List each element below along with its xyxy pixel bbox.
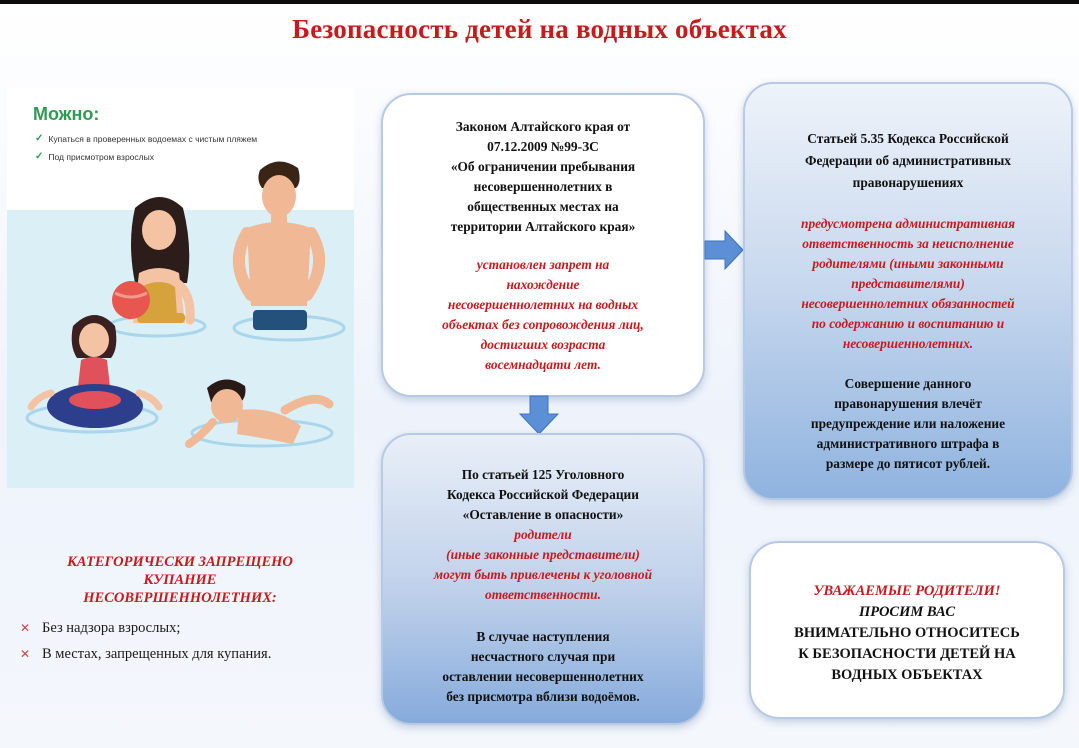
- uk-condition-line: без присмотра вблизи водоёмов.: [446, 689, 640, 704]
- uk-condition-line: В случае наступления: [476, 629, 610, 644]
- coap-line: правонарушениях: [852, 175, 964, 190]
- page-title: Безопасность детей на водных объектах: [292, 14, 787, 44]
- coap-penalty-line: Совершение данного: [844, 376, 972, 391]
- forbidden-heading: [20, 553, 340, 607]
- coap-penalty-text: [759, 374, 1057, 474]
- coap-penalty-line: административного штрафа в: [816, 436, 1000, 451]
- parents-line: К БЕЗОПАСНОСТИ ДЕТЕЙ НА: [798, 646, 1016, 662]
- law-line: «Об ограничении пребывания: [450, 159, 636, 174]
- forbidden-heading-line: КУПАНИЕ: [143, 572, 217, 588]
- cross-icon: ✕: [20, 646, 31, 661]
- coap-text: [759, 128, 1057, 194]
- uk-line: «Оставление в опасности»: [462, 507, 624, 522]
- criminal-code-box: [381, 433, 705, 725]
- coap-red-line: несовершеннолетних.: [842, 336, 974, 351]
- forbidden-heading-line: НЕСОВЕРШЕННОЛЕТНИХ:: [83, 590, 277, 606]
- coap-red-line: родителями (иными законными: [812, 256, 1004, 271]
- coap-penalty-line: правонарушения влечёт: [834, 396, 982, 411]
- coap-penalty-line: размере до пятисот рублей.: [825, 456, 991, 471]
- uk-condition-text: [397, 627, 689, 707]
- arrow-right-icon: [703, 228, 745, 272]
- coap-red-line: представителями): [851, 276, 965, 291]
- coap-red-line: несовершеннолетних обязанностей: [801, 296, 1015, 311]
- law-red-line: нахождение: [506, 277, 580, 292]
- forbidden-item-text: Без надзора взрослых;: [42, 619, 181, 636]
- allowed-item-text: Купаться в проверенных водоемах с чистым пляжем: [48, 133, 258, 144]
- law-text: [397, 117, 689, 237]
- law-line: Законом Алтайского края от: [455, 119, 631, 134]
- parents-appeal-box: [749, 541, 1065, 719]
- top-border: [0, 0, 1079, 4]
- law-prohibition-text: [397, 255, 689, 375]
- parents-line: ВОДНЫХ ОБЪЕКТАХ: [831, 667, 983, 683]
- coap-red-line: по содержанию и воспитанию и: [811, 316, 1005, 331]
- beach-ball: [112, 281, 150, 319]
- allowed-heading: Можно:: [33, 104, 100, 124]
- law-line: несовершеннолетних в: [473, 179, 613, 194]
- parents-line: ВНИМАТЕЛЬНО ОТНОСИТЕСЬ: [794, 625, 1020, 641]
- law-red-line: достигших возраста: [480, 337, 606, 352]
- uk-liability-text: [397, 525, 689, 605]
- uk-line: Кодекса Российской Федерации: [447, 487, 639, 502]
- law-line: территории Алтайского края»: [450, 219, 636, 234]
- arrow-down-icon: [517, 394, 561, 436]
- coap-red-line: предусмотрена административная: [801, 216, 1015, 231]
- coap-line: Статьей 5.35 Кодекса Российской: [807, 131, 1009, 146]
- parents-greeting: УВАЖАЕМЫЕ РОДИТЕЛИ!: [813, 583, 1001, 599]
- law-red-line: восемнадцати лет.: [485, 357, 601, 372]
- law-line: общественных местах на: [467, 199, 619, 214]
- administrative-code-box: [743, 82, 1073, 500]
- law-red-line: несовершеннолетних на водных: [447, 297, 639, 312]
- forbidden-list: [20, 615, 360, 667]
- law-red-line: объектах без сопровождения лиц,: [442, 317, 644, 332]
- law-red-line: установлен запрет на: [476, 257, 610, 272]
- forbidden-item: [20, 615, 360, 641]
- allowed-item: [35, 151, 154, 162]
- uk-condition-line: несчастного случая при: [470, 649, 616, 664]
- allowed-item-text: Под присмотром взрослых: [48, 151, 154, 162]
- swimming-illustration: [7, 88, 354, 488]
- parents-message: [765, 623, 1049, 686]
- regional-law-box: [381, 93, 705, 397]
- coap-liability-text: [759, 214, 1057, 354]
- law-line: 07.12.2009 №99-ЗС: [487, 139, 599, 154]
- girl-figure: [31, 315, 159, 428]
- coap-penalty-line: предупреждение или наложение: [810, 416, 1006, 431]
- forbidden-item-text: В местах, запрещенных для купания.: [42, 645, 272, 662]
- check-icon: ✓: [35, 151, 44, 162]
- uk-red-line: ответственности.: [485, 587, 601, 602]
- uk-line: По статьей 125 Уголовного: [461, 467, 625, 482]
- parents-plea: ПРОСИМ ВАС: [859, 604, 955, 620]
- uk-red-line: (иные законные представители): [446, 547, 640, 562]
- family-swimming-image: [7, 88, 354, 488]
- check-icon: ✓: [35, 133, 44, 144]
- uk-red-line: родители: [514, 527, 572, 542]
- cross-icon: ✕: [20, 620, 31, 635]
- boy-figure: [189, 379, 329, 444]
- uk-red-line: могут быть привлечены к уголовной: [433, 567, 653, 582]
- coap-red-line: ответственность за неисполнение: [802, 236, 1014, 251]
- forbidden-heading-line: КАТЕГОРИЧЕСКИ ЗАПРЕЩЕНО: [67, 554, 293, 570]
- uk-condition-line: оставлении несовершеннолетних: [442, 669, 644, 684]
- allowed-item: [35, 133, 257, 144]
- coap-line: Федерации об административных: [805, 153, 1011, 168]
- father-figure: [239, 161, 319, 330]
- uk-text: [397, 465, 689, 525]
- forbidden-item: [20, 641, 360, 667]
